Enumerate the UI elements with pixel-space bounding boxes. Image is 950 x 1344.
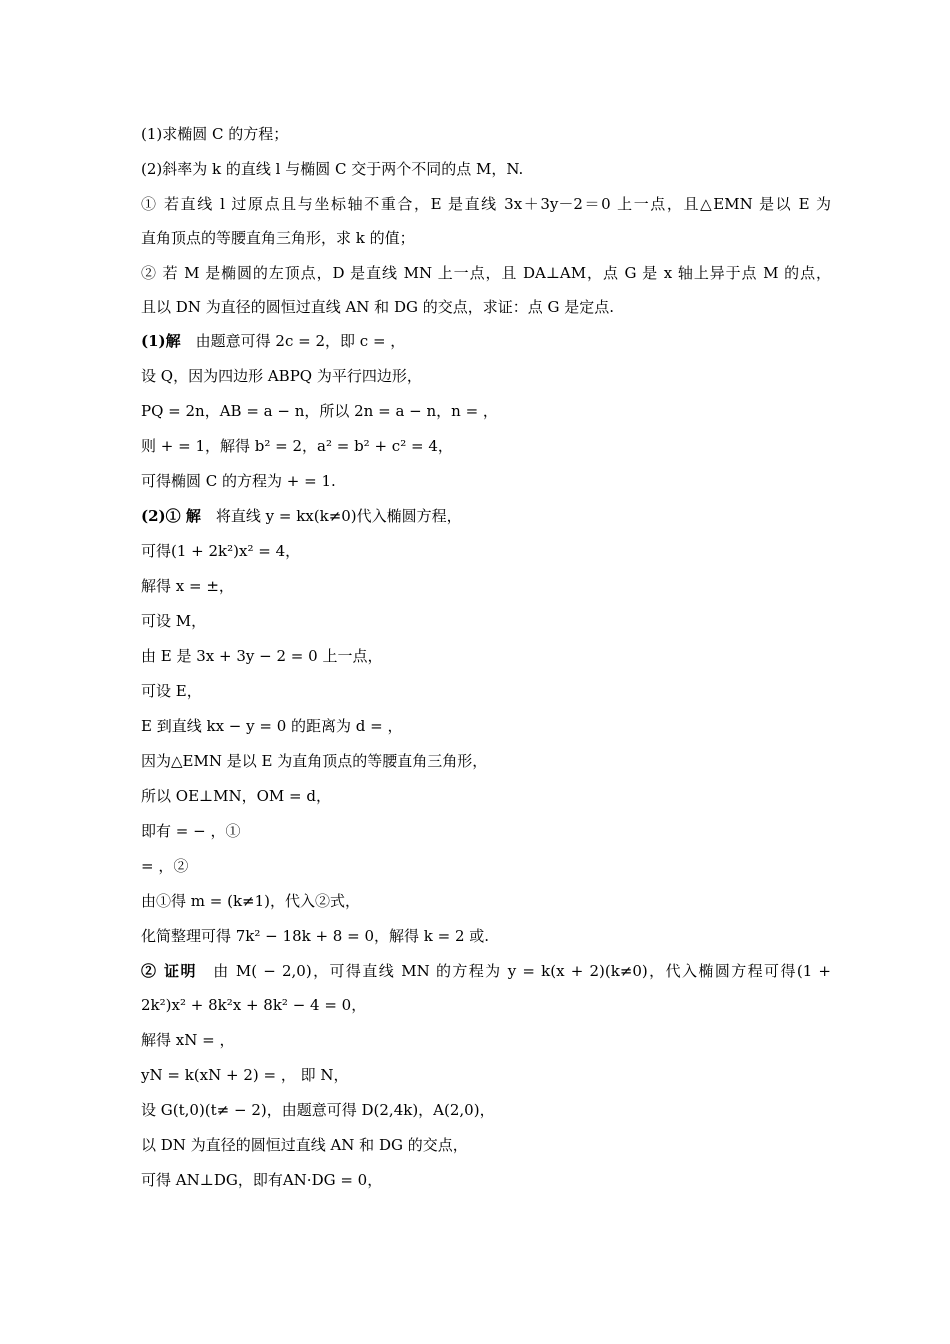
solution-2a-line-13: 化简整理可得 7k² − 18k + 8 = 0，解得 k = 2 或. xyxy=(141,927,490,946)
solution-2b-line-6: 以 DN 为直径的圆恒过直线 AN 和 DG 的交点， xyxy=(141,1135,468,1154)
solution-1-line-5: 可得椭圆 C 的方程为 + = 1. xyxy=(141,472,336,491)
solution-2a-line-7: E 到直线 kx − y = 0 的距离为 d = ， xyxy=(141,717,403,736)
solution-2b-line-2: 2k²)x² + 8k²x + 8k² − 4 = 0， xyxy=(141,996,367,1015)
solution-1-line-2: 设 Q，因为四边形 ABPQ 为平行四边形， xyxy=(141,367,422,386)
solution-2b-text: 由 M( − 2,0)，可得直线 MN 的方程为 y = k(x + 2)(k≠0)，代入椭圆方程可得(1 + xyxy=(196,962,831,981)
question-part-2-sub-1-cont: 直角顶点的等腰直角三角形，求 k 的值； xyxy=(141,229,415,248)
solution-2b-line-7: 可得 AN⊥DG，即有AN·DG = 0， xyxy=(141,1170,383,1189)
solution-2b-label: ② 证明 xyxy=(141,962,197,981)
solution-2a-line xyxy=(141,506,831,526)
solution-1-text: 由题意可得 2c = 2，即 c = ， xyxy=(180,332,406,351)
solution-2a-line-11: = ，② xyxy=(141,857,189,876)
solution-2a-line-5: 由 E 是 3x + 3y − 2 = 0 上一点， xyxy=(141,647,383,666)
question-part-2-sub-2: ② 若 M 是椭圆的左顶点，D 是直线 MN 上一点，且 DA⊥AM，点 G 是 x 轴上异于点 M 的点， xyxy=(141,263,831,282)
solution-2b-line xyxy=(141,961,831,981)
solution-2b-line-5: 设 G(t,0)(t≠ − 2)，由题意可得 D(2,4k)，A(2,0)， xyxy=(141,1100,495,1119)
solution-2a-line-8: 因为△EMN 是以 E 为直角顶点的等腰直角三角形， xyxy=(141,752,488,771)
solution-1-label: (1)解 xyxy=(141,332,181,351)
solution-2a-line-9: 所以 OE⊥MN，OM = d， xyxy=(141,787,331,806)
question-part-2: (2)斜率为 k 的直线 l 与椭圆 C 交于两个不同的点 M，N. xyxy=(141,160,524,178)
solution-2a-line-6: 可设 E， xyxy=(141,682,202,701)
question-part-2-sub-1: ① 若直线 l 过原点且与坐标轴不重合，E 是直线 3x＋3y－2＝0 上一点，且△EMN 是以 E 为 xyxy=(141,195,831,213)
solution-1-line-3: PQ = 2n，AB = a − n，所以 2n = a − n，n = ， xyxy=(141,402,498,421)
solution-2a-line-4: 可设 M， xyxy=(141,612,207,631)
question-part-2-sub-2-cont: 且以 DN 为直径的圆恒过直线 AN 和 DG 的交点，求证：点 G 是定点. xyxy=(141,297,615,316)
question-part-1: (1)求椭圆 C 的方程； xyxy=(141,125,289,143)
solution-2a-label: (2)① 解 xyxy=(141,507,201,526)
solution-2b-line-3: 解得 xN = ， xyxy=(141,1030,235,1049)
document-page xyxy=(141,124,831,1190)
solution-2a-line-2: 可得(1 + 2k²)x² = 4， xyxy=(141,542,301,561)
solution-1-line xyxy=(141,331,831,351)
solution-2a-line-10: 即有 = − ，① xyxy=(141,822,241,841)
solution-2a-text: 将直线 y = kx(k≠0)代入椭圆方程， xyxy=(200,507,462,526)
solution-2a-line-12: 由①得 m = (k≠1)，代入②式， xyxy=(141,892,361,911)
solution-1-line-4: 则 + = 1，解得 b² = 2，a² = b² + c² = 4， xyxy=(141,437,453,456)
solution-2a-line-3: 解得 x = ±， xyxy=(141,577,234,596)
solution-2b-line-4: yN = k(xN + 2) = ， 即 N， xyxy=(141,1065,349,1084)
